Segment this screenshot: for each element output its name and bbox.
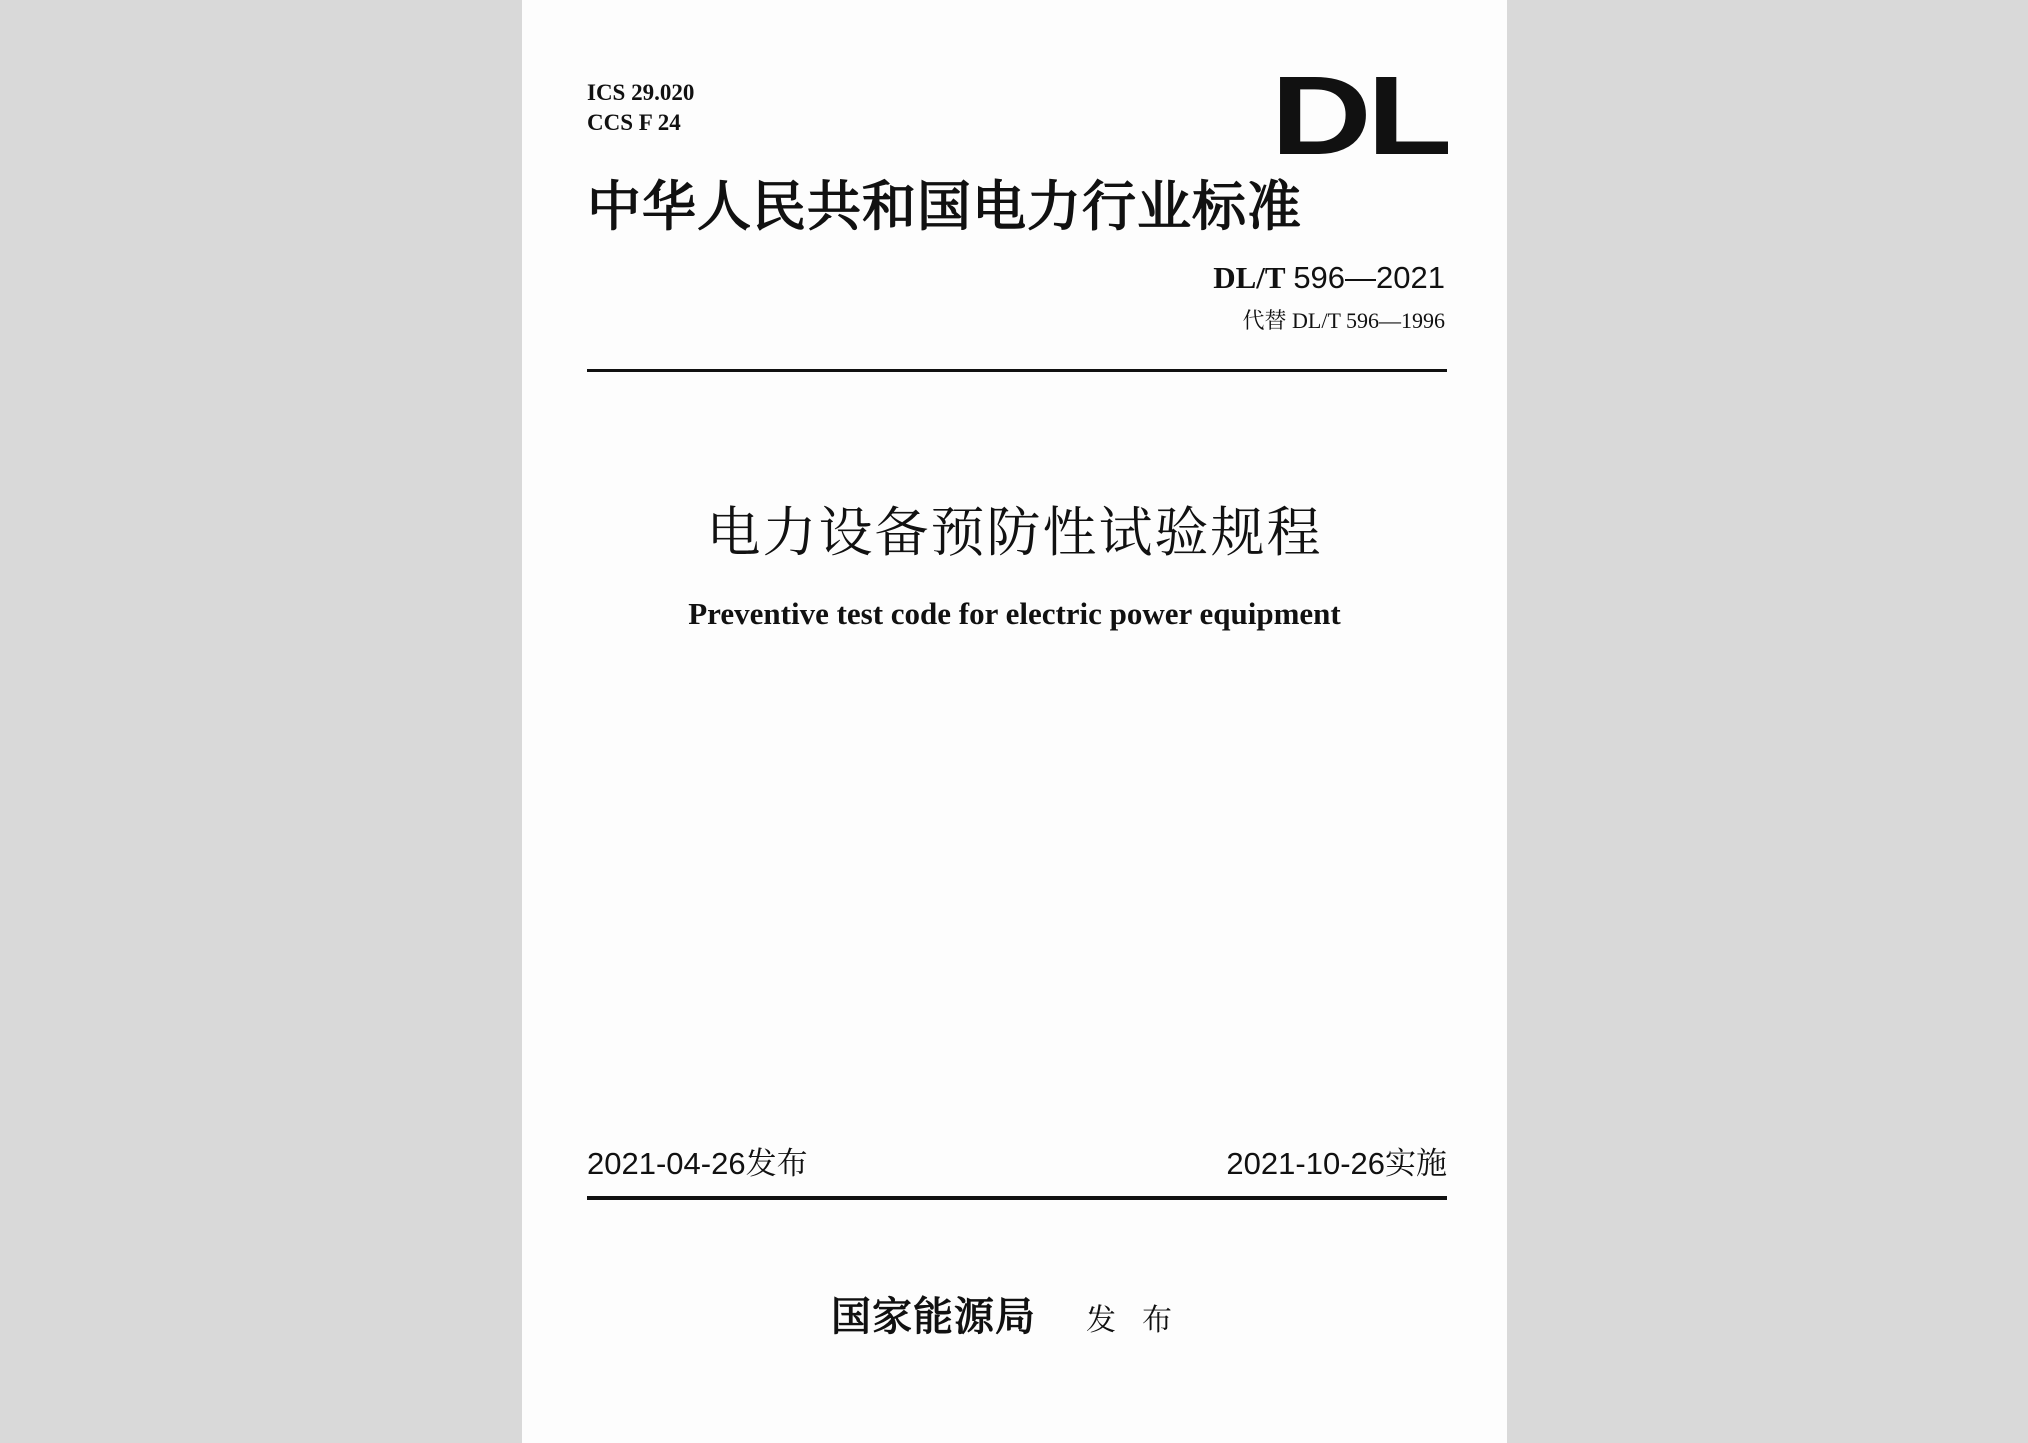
standard-number [1213, 258, 1445, 298]
issuing-organization: 国家能源局 [831, 1293, 1036, 1340]
document-title-chinese: 电力设备预防性试验规程 [706, 501, 1323, 564]
ics-code: ICS 29.020 [587, 80, 695, 105]
issue-verb: 发布 [1086, 1303, 1198, 1338]
ccs-code: CCS F 24 [587, 110, 681, 135]
classification-codes [587, 78, 694, 138]
top-divider [587, 369, 1447, 372]
replaces-standard: 代替 DL/T 596—1996 [1242, 308, 1445, 333]
effective-date: 2021-10-26实施 [1226, 1146, 1447, 1181]
document-page [522, 0, 1507, 1443]
dl-logo: DL [1270, 53, 1447, 178]
issuer-line [522, 1290, 1507, 1348]
bottom-divider [587, 1196, 1447, 1200]
standard-code: DL/T [1213, 260, 1286, 295]
standard-number-value: 596—2021 [1293, 260, 1445, 295]
issue-date: 2021-04-26发布 [587, 1146, 808, 1181]
standard-type: 中华人民共和国电力行业标准 [587, 175, 1302, 238]
document-title-english: Preventive test code for electric power equipment [688, 596, 1341, 631]
